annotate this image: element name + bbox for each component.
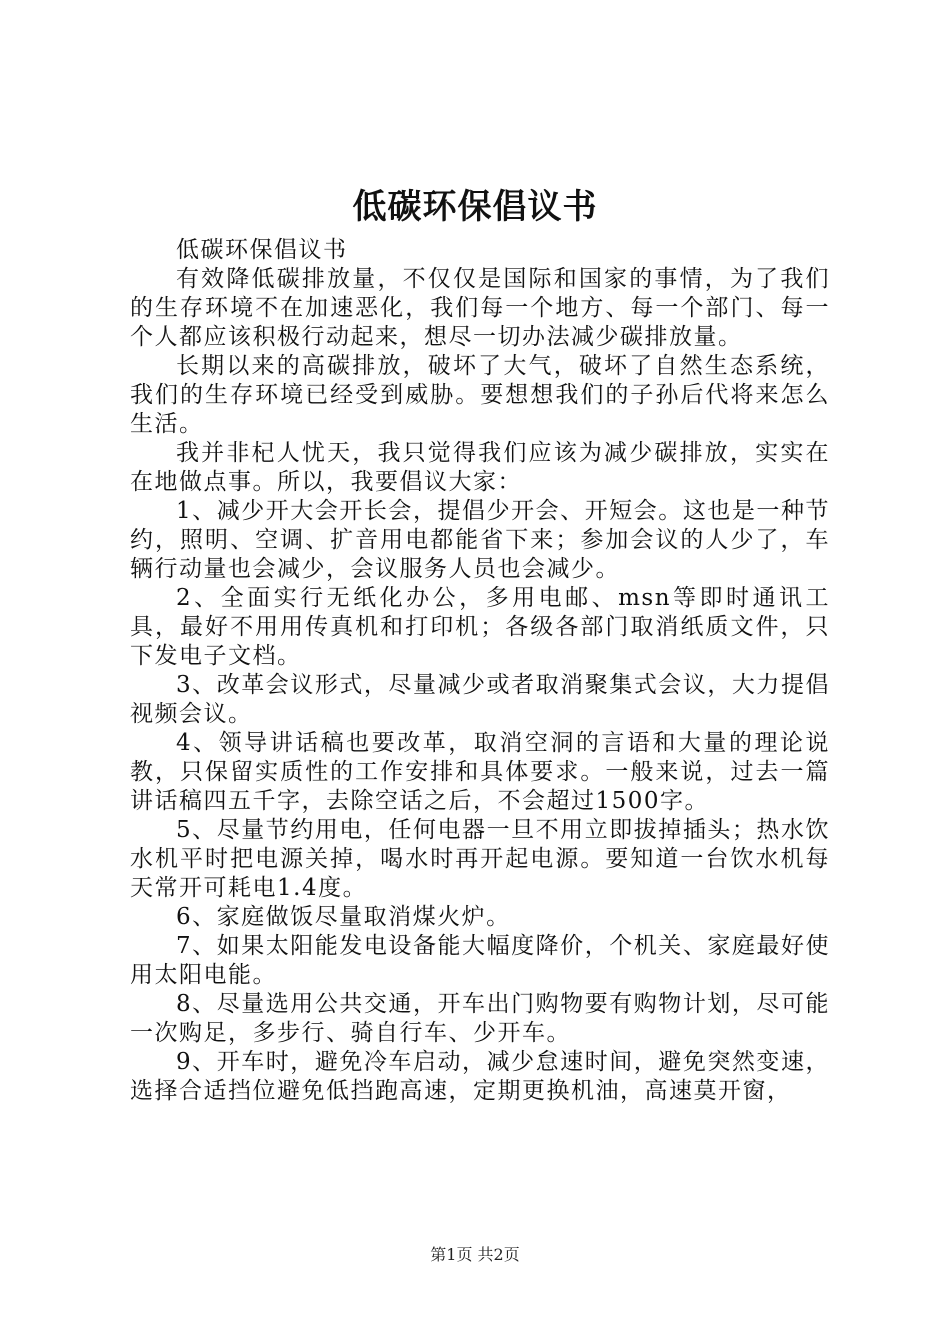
proposal-item-2: 2、全面实行无纸化办公，多用电邮、msn等即时通讯工具，最好不用用传真机和打印机；各级各部门取消纸质文件，只下发电子文档。: [130, 585, 830, 669]
proposal-item-9: 9、开车时，避免冷车启动，减少怠速时间，避免突然变速，选择合适挡位避免低挡跑高速，定期更换机油，高速莫开窗，: [130, 1049, 830, 1104]
proposal-item-3: 3、改革会议形式，尽量减少或者取消聚集式会议，大力提倡视频会议。: [130, 672, 830, 727]
paragraph-intro: 有效降低碳排放量，不仅仅是国际和国家的事情，为了我们的生存环境不在加速恶化，我们每一个地方、每一个部门、每一个人都应该积极行动起来，想尽一切办法减少碳排放量。: [130, 266, 830, 350]
paragraph-background: 长期以来的高碳排放，破坏了大气，破坏了自然生态系统，我们的生存环境已经受到威胁。要想想我们的子孙后代将来怎么生活。: [130, 353, 830, 437]
document-body: [130, 236, 830, 1106]
proposal-item-6: 6、家庭做饭尽量取消煤火炉。: [176, 904, 511, 930]
proposal-item-8: 8、尽量选用公共交通，开车出门购物要有购物计划，尽可能一次购足，多步行、骑自行车、少开车。: [130, 991, 830, 1046]
proposal-item-4: 4、领导讲话稿也要改革，取消空洞的言语和大量的理论说教，只保留实质性的工作安排和具体要求。一般来说，过去一篇讲话稿四五千字，去除空话之后，不会超过1500字。: [130, 730, 830, 814]
page-number-footer: 第1页 共2页: [430, 1245, 520, 1264]
proposal-item-1: 1、减少开大会开长会，提倡少开会、开短会。这也是一种节约，照明、空调、扩音用电都能省下来；参加会议的人少了，车辆行动量也会减少，会议服务人员也会减少。: [130, 498, 830, 582]
page-title: 低碳环保倡议书: [352, 187, 598, 227]
proposal-item-5: 5、尽量节约用电，任何电器一旦不用立即拔掉插头；热水饮水机平时把电源关掉，喝水时再开起电源。要知道一台饮水机每天常开可耗电1.4度。: [130, 817, 830, 901]
paragraph-subtitle: 低碳环保倡议书: [176, 237, 348, 263]
proposal-item-7: 7、如果太阳能发电设备能大幅度降价，个机关、家庭最好使用太阳电能。: [130, 933, 830, 988]
paragraph-call: 我并非杞人忧天，我只觉得我们应该为减少碳排放，实实在在地做点事。所以，我要倡议大家：: [130, 440, 830, 495]
